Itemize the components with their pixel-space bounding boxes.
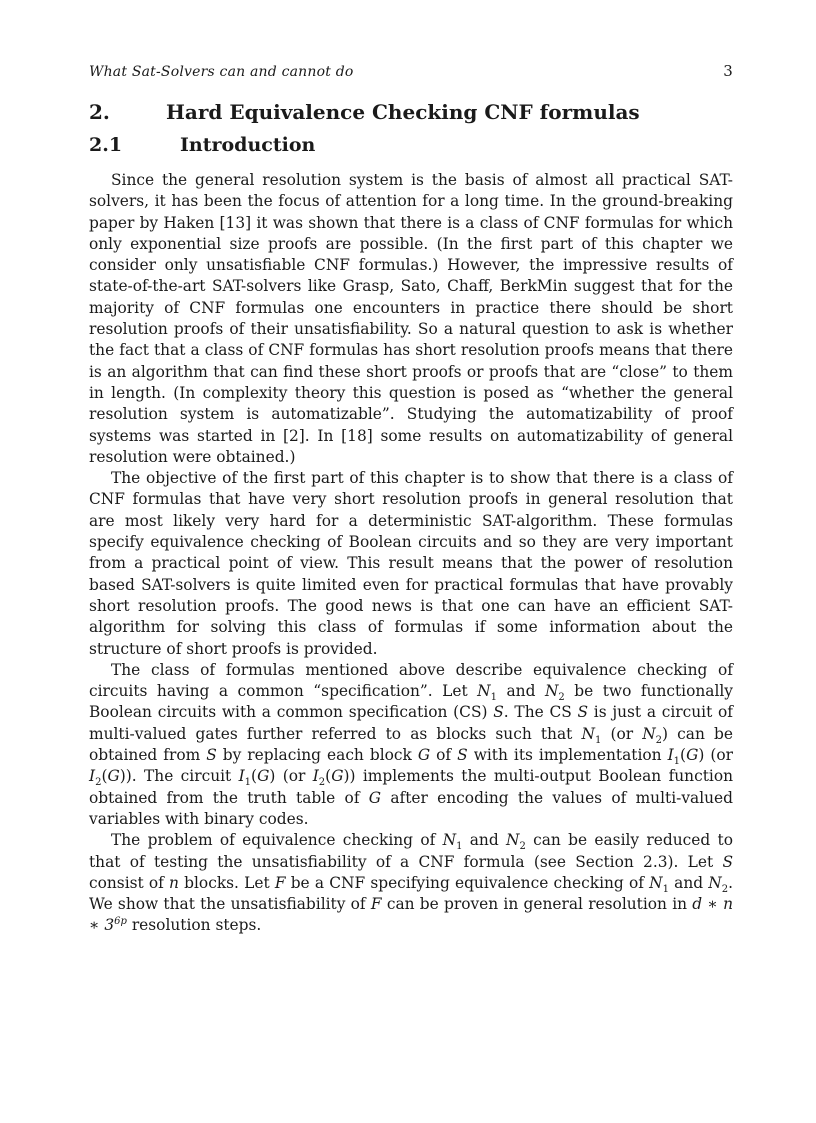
paragraph-4: The problem of equivalence checking of $N_1$ and $N_2$ can be easily reduced to that of testing the unsatisfiability of a CNF formula (see Section 2.3). Let S consist of n blocks. Let F be a CNF specifying equivalence checking of $N_1$ and $N_2$. We show that the unsatisfiability of F can be proven in general resolution in d ∗ n ∗ $3^{6p}$ resolution steps. bbox=[89, 831, 734, 935]
subsection-title: Introduction bbox=[180, 134, 316, 156]
paragraph-1: Since the general resolution system is the basis of almost all practical SAT-solvers, it has been the focus of attention for a long time. In the ground-breaking paper by Haken [13] it was shown that there is a class of CNF formulas for which only exponential size proofs are possible. (In the first part of this chapter we consider only unsatisfiable CNF formulas.) However, the impressive results of state-of-the-art SAT-solvers like Grasp, Sato, Chaff, BerkMin suggest that for the majority of CNF formulas one encounters in practice there should be short resolution proofs of their unsatisfiability. So a natural question to ask is whether the fact that a class of CNF formulas has short resolution proofs means that there is an algorithm that can find these short proofs or proofs that are “close” to them in length. (In complexity theory this question is posed as “whether the general resolution system is automatizable”. Studying the automatizability of proof systems was started in [2]. In [18] some results on automatizability of general resolution were obtained.) bbox=[89, 171, 733, 466]
section-heading bbox=[89, 100, 733, 130]
section-number: 2. bbox=[89, 100, 110, 124]
subsection-number: 2.1 bbox=[89, 134, 123, 156]
subsection-heading bbox=[89, 134, 733, 162]
paragraph-3: The class of formulas mentioned above describe equivalence checking of circuits having a common “specification”. Let $N_1$ and $N_2$ be two functionally Boolean circuits with a common specification (CS) S. The CS S is just a circuit of multi-valued gates further referred to as blocks such that $N_1$ (or $N_2$) can be obtained from S by replacing each block G of S with its implementation $I_1(G)$ (or $I_2(G)$). The circuit $I_1(G)$ (or $I_2(G)$) implements the multi-output Boolean function obtained from the truth table of G after encoding the values of multi-valued variables with binary codes. bbox=[89, 660, 733, 828]
running-head-title: What Sat-Solvers can and cannot do bbox=[89, 64, 354, 80]
section-title: Hard Equivalence Checking CNF formulas bbox=[166, 100, 640, 124]
running-head bbox=[89, 62, 733, 84]
page-number: 3 bbox=[723, 62, 733, 80]
paragraph-2: The objective of the first part of this chapter is to show that there is a class of CNF formulas that have very short resolution proofs in general resolution that are most likely very hard for a deterministic SAT-algorithm. These formulas specify equivalence checking of Boolean circuits and so they are very important from a practical point of view. This result means that the power of resolution based SAT-solvers is quite limited even for practical formulas that have provably short resolution proofs. The good news is that one can have an efficient SAT-algorithm for solving this class of formulas if some information about the structure of short proofs is provided. bbox=[89, 469, 733, 658]
paper-page bbox=[89, 62, 733, 937]
